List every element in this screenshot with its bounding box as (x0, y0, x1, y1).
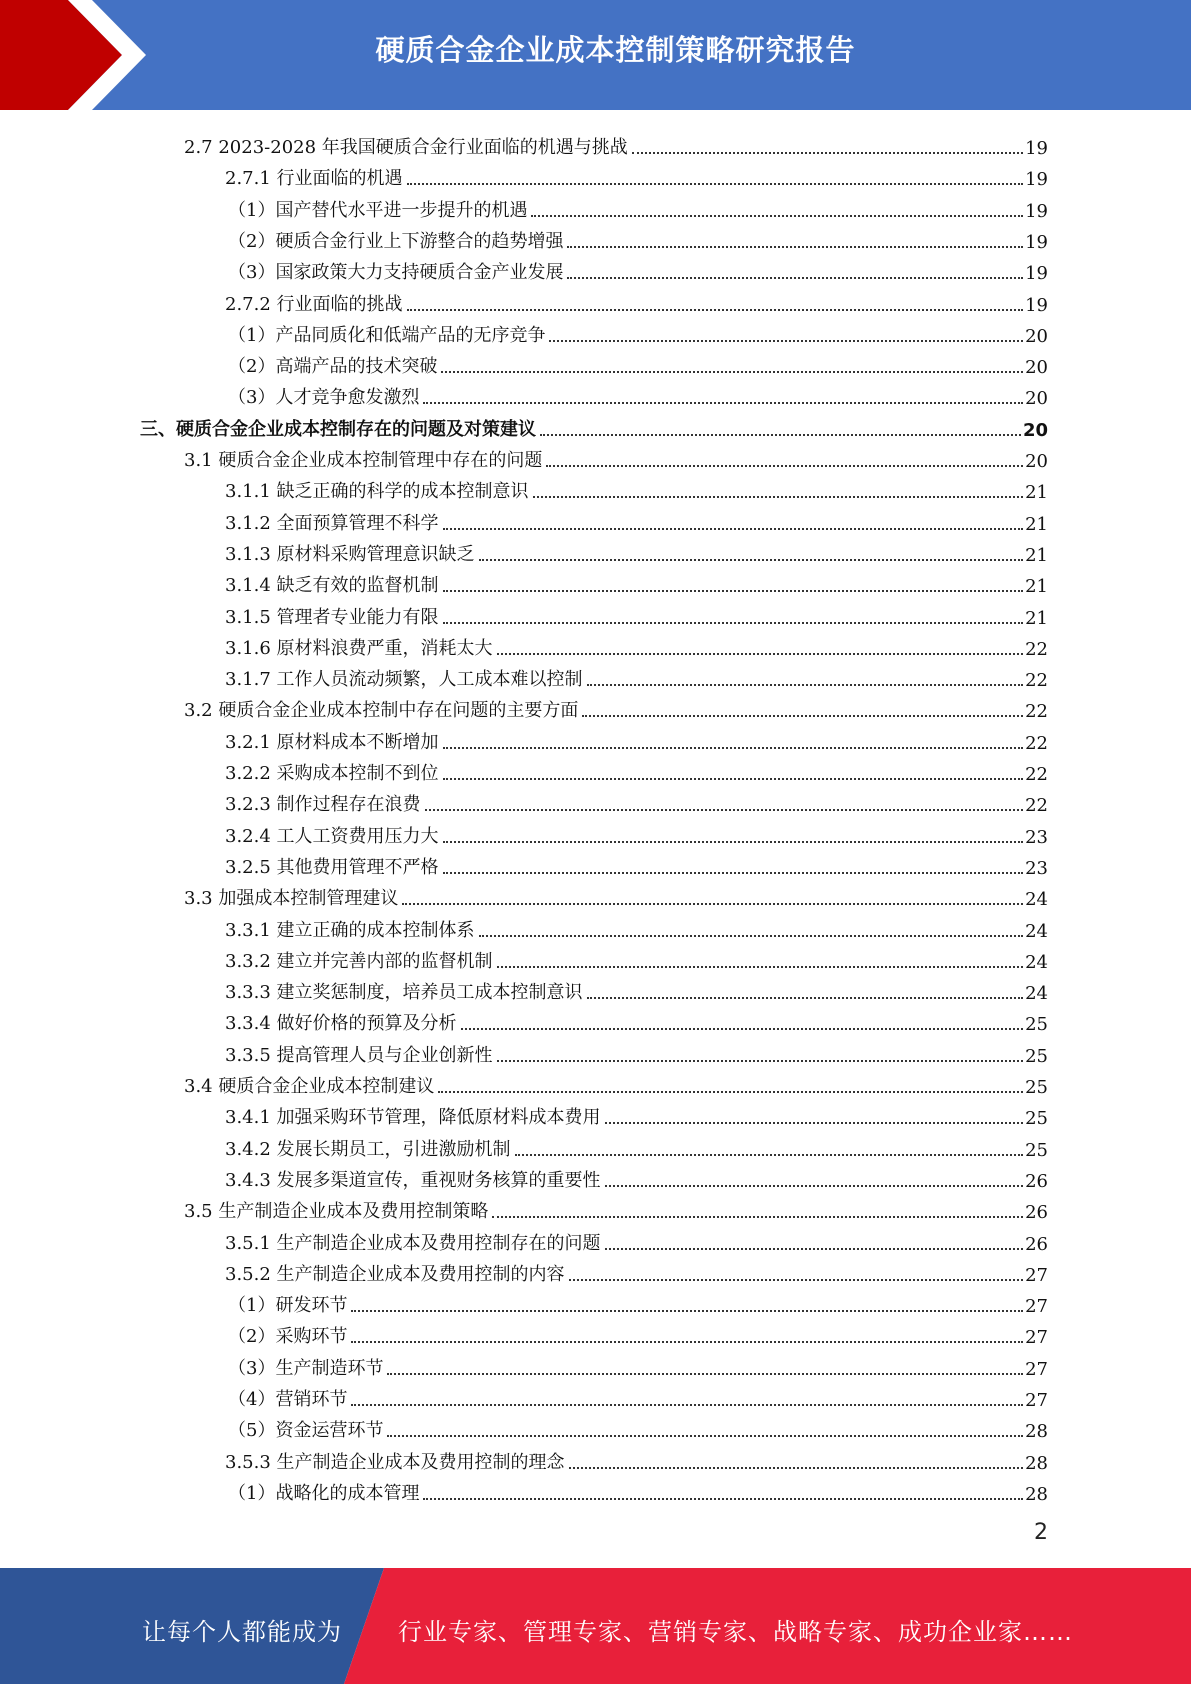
toc-entry[interactable] (225, 1130, 1048, 1161)
toc-entry-title: 3.1.2 全面预算管理不科学 (225, 512, 439, 534)
toc-entry-page: 26 (1025, 1233, 1048, 1255)
toc-entry-page: 28 (1025, 1452, 1048, 1474)
toc-leader-dots (632, 152, 1023, 154)
toc-entry-title: 3.4.2 发展长期员工，引进激励机制 (225, 1138, 511, 1160)
page-number: 2 (1034, 1520, 1048, 1545)
toc-entry[interactable] (184, 1192, 1048, 1223)
toc-entry[interactable] (225, 535, 1048, 566)
toc-entry[interactable] (225, 1443, 1048, 1474)
toc-entry[interactable] (225, 942, 1048, 973)
toc-entry[interactable] (228, 222, 1048, 253)
toc-entry[interactable] (184, 1067, 1048, 1098)
toc-leader-dots (387, 1373, 1023, 1375)
toc-entry-title: 3.1.6 原材料浪费严重，消耗太大 (225, 637, 493, 659)
toc-leader-dots (569, 1279, 1024, 1281)
toc-entry[interactable] (228, 191, 1048, 222)
toc-entry-title: 3.1.7 工作人员流动频繁，人工成本难以控制 (225, 669, 583, 691)
toc-entry-page: 25 (1025, 1108, 1048, 1130)
toc-leader-dots (423, 1498, 1023, 1500)
toc-entry-title: 3.4 硬质合金企业成本控制建议 (184, 1076, 435, 1097)
toc-entry[interactable] (184, 128, 1048, 159)
toc-leader-dots (531, 215, 1023, 217)
toc-entry-title: 3.5.2 生产制造企业成本及费用控制的内容 (225, 1263, 565, 1285)
toc-entry-title: 2.7 2023-2028 年我国硬质合金行业面临的机遇与挑战 (184, 137, 628, 158)
toc-leader-dots (587, 997, 1024, 999)
toc-entry[interactable] (225, 1255, 1048, 1286)
toc-entry[interactable] (184, 879, 1048, 910)
toc-entry-title: 3.3.4 做好价格的预算及分析 (225, 1013, 457, 1035)
toc-entry-page: 21 (1025, 576, 1048, 598)
toc-leader-dots (423, 402, 1023, 404)
toc-entry[interactable] (225, 629, 1048, 660)
toc-entry-page: 19 (1025, 138, 1048, 159)
toc-entry-title: 3.1.3 原材料采购管理意识缺乏 (225, 543, 475, 565)
toc-entry-page: 19 (1025, 231, 1048, 253)
toc-entry[interactable] (184, 441, 1048, 472)
toc-entry-title: 3.1.5 管理者专业能力有限 (225, 606, 439, 628)
toc-entry-page: 21 (1025, 544, 1048, 566)
toc-entry[interactable] (228, 1474, 1048, 1505)
toc-entry[interactable] (225, 911, 1048, 942)
toc-entry-title: 3.2.2 采购成本控制不到位 (225, 763, 439, 784)
toc-leader-dots (540, 434, 1021, 436)
toc-entry-title: （3）国家政策大力支持硬质合金产业发展 (228, 262, 564, 284)
toc-leader-dots (351, 1310, 1023, 1312)
toc-entry-title: （5）资金运营环节 (228, 1420, 384, 1442)
toc-entry-page: 20 (1025, 325, 1048, 347)
toc-leader-dots (497, 653, 1024, 655)
toc-leader-dots (533, 496, 1024, 498)
toc-entry-page: 27 (1025, 1358, 1048, 1380)
toc-entry-title: 2.7.2 行业面临的挑战 (225, 293, 403, 315)
toc-entry-page: 19 (1025, 294, 1048, 316)
toc-entry-page: 27 (1025, 1296, 1048, 1318)
toc-entry-page: 25 (1025, 1077, 1048, 1098)
toc-entry[interactable] (225, 1036, 1048, 1067)
toc-entry[interactable] (228, 316, 1048, 347)
toc-entry-title: 3.2.3 制作过程存在浪费 (225, 794, 421, 816)
toc-entry[interactable] (228, 1380, 1048, 1411)
toc-leader-dots (402, 903, 1023, 905)
toc-entry-page: 22 (1025, 670, 1048, 692)
toc-leader-dots (443, 747, 1024, 749)
toc-leader-dots (407, 309, 1024, 311)
toc-entry-page: 23 (1025, 826, 1048, 848)
toc-entry-page: 27 (1025, 1327, 1048, 1349)
toc-entry[interactable] (225, 504, 1048, 535)
toc-entry-title: （1）战略化的成本管理 (228, 1482, 420, 1504)
toc-entry[interactable] (228, 347, 1048, 378)
toc-entry-title: （4）营销环节 (228, 1389, 348, 1410)
toc-entry-page: 24 (1025, 889, 1048, 911)
toc-entry-page: 22 (1025, 638, 1048, 660)
toc-entry-title: 3.4.3 发展多渠道宣传，重视财务核算的重要性 (225, 1169, 601, 1191)
report-title: 硬质合金企业成本控制策略研究报告 (375, 33, 856, 67)
toc-entry-title: 2.7.1 行业面临的机遇 (225, 168, 403, 190)
page-header (0, 0, 1191, 110)
toc-leader-dots (567, 246, 1023, 248)
toc-entry-title: 3.3 加强成本控制管理建议 (184, 888, 399, 910)
toc-entry-page: 26 (1025, 1170, 1048, 1192)
toc-entry-title: （3）生产制造环节 (228, 1357, 384, 1379)
toc-entry-title: 3.4.1 加强采购环节管理，降低原材料成本费用 (225, 1107, 601, 1129)
toc-entry[interactable] (225, 660, 1048, 691)
toc-entry[interactable] (228, 378, 1048, 409)
toc-entry-title: 3.5.3 生产制造企业成本及费用控制的理念 (225, 1451, 565, 1473)
toc-entry[interactable] (228, 1349, 1048, 1380)
toc-entry-title: 3.2.4 工人工资费用压力大 (225, 825, 439, 847)
toc-entry-title: 3.3.2 建立并完善内部的监督机制 (225, 950, 493, 972)
toc-leader-dots (546, 465, 1023, 467)
toc-entry-title: 3.2 硬质合金企业成本控制中存在问题的主要方面 (184, 700, 579, 722)
toc-leader-dots (549, 340, 1023, 342)
footer-slogan-right: 行业专家、管理专家、营销专家、战略专家、成功企业家…… (398, 1618, 1073, 1646)
toc-leader-dots (479, 559, 1024, 561)
toc-entry-page: 23 (1025, 857, 1048, 879)
toc-entry[interactable] (225, 848, 1048, 879)
toc-entry[interactable] (225, 472, 1048, 503)
toc-entry-page: 19 (1025, 200, 1048, 222)
toc-leader-dots (443, 872, 1024, 874)
toc-entry[interactable] (225, 285, 1048, 316)
toc-entry[interactable] (140, 410, 1048, 441)
toc-entry-page: 22 (1025, 764, 1048, 785)
toc-entry-page: 28 (1025, 1483, 1048, 1505)
toc-entry-title: 3.5.1 生产制造企业成本及费用控制存在的问题 (225, 1232, 601, 1254)
toc-entry-title: 3.1 硬质合金企业成本控制管理中存在的问题 (184, 450, 543, 471)
toc-leader-dots (587, 684, 1024, 686)
toc-leader-dots (443, 841, 1024, 843)
toc-entry[interactable] (225, 566, 1048, 597)
toc-entry-page: 25 (1025, 1139, 1048, 1161)
footer-slogan-left: 让每个人都能成为 (142, 1618, 342, 1646)
toc-entry[interactable] (225, 1224, 1048, 1255)
toc-leader-dots (441, 371, 1023, 373)
toc-entry-title: （1）国产替代水平进一步提升的机遇 (228, 199, 528, 221)
toc-entry-page: 22 (1025, 701, 1048, 723)
toc-entry-title: 三、硬质合金企业成本控制存在的问题及对策建议 (140, 418, 536, 440)
toc-entry-title: （1）产品同质化和低端产品的无序竞争 (228, 324, 546, 346)
toc-entry-title: 3.3.3 建立奖惩制度，培养员工成本控制意识 (225, 982, 583, 1004)
toc-entry-title: 3.1.1 缺乏正确的科学的成本控制意识 (225, 481, 529, 503)
toc-entry-page: 20 (1022, 419, 1048, 441)
toc-leader-dots (497, 966, 1024, 968)
toc-entry-title: （3）人才竞争愈发激烈 (228, 387, 420, 409)
toc-entry[interactable] (225, 973, 1048, 1004)
toc-entry-page: 28 (1025, 1421, 1048, 1443)
toc-leader-dots (438, 1091, 1023, 1093)
toc-leader-dots (479, 935, 1024, 937)
toc-leader-dots (443, 622, 1024, 624)
toc-entry-page: 21 (1025, 513, 1048, 535)
toc-entry[interactable] (225, 785, 1048, 816)
toc-entry[interactable] (228, 1411, 1048, 1442)
toc-entry[interactable] (225, 159, 1048, 190)
toc-leader-dots (569, 1467, 1024, 1469)
toc-entry-title: 3.5 生产制造企业成本及费用控制策略 (184, 1201, 489, 1223)
toc-entry[interactable] (184, 691, 1048, 722)
toc-entry-page: 19 (1025, 169, 1048, 191)
toc-leader-dots (515, 1154, 1024, 1156)
page-footer (0, 1568, 1191, 1684)
toc-leader-dots (492, 1216, 1023, 1218)
toc-entry-page: 27 (1025, 1390, 1048, 1411)
toc-entry-title: 3.3.5 提高管理人员与企业创新性 (225, 1044, 493, 1066)
toc-leader-dots (407, 183, 1024, 185)
toc-entry-title: （2）硬质合金行业上下游整合的趋势增强 (228, 230, 564, 252)
toc-leader-dots (351, 1404, 1023, 1406)
toc-entry-page: 20 (1025, 451, 1048, 472)
toc-entry-page: 24 (1025, 951, 1048, 973)
toc-leader-dots (582, 715, 1023, 717)
toc-leader-dots (605, 1185, 1024, 1187)
toc-entry[interactable] (225, 1161, 1048, 1192)
toc-entry-page: 22 (1025, 732, 1048, 754)
toc-entry-page: 21 (1025, 607, 1048, 629)
toc-leader-dots (443, 778, 1024, 780)
toc-leader-dots (567, 277, 1023, 279)
toc-entry-title: 3.1.4 缺乏有效的监督机制 (225, 575, 439, 597)
toc-entry-title: （1）研发环节 (228, 1295, 348, 1317)
toc-entry-title: （2）采购环节 (228, 1326, 348, 1348)
toc-leader-dots (605, 1248, 1024, 1250)
toc-entry-page: 24 (1025, 983, 1048, 1005)
toc-entry[interactable] (228, 253, 1048, 284)
toc-leader-dots (443, 528, 1024, 530)
toc-leader-dots (425, 809, 1024, 811)
toc-leader-dots (497, 1060, 1024, 1062)
toc-entry-page: 24 (1025, 920, 1048, 942)
toc-leader-dots (461, 1028, 1024, 1030)
toc-entry-page: 26 (1025, 1202, 1048, 1224)
toc-leader-dots (351, 1341, 1023, 1343)
toc-leader-dots (605, 1122, 1024, 1124)
toc-entry-page: 25 (1025, 1045, 1048, 1067)
toc-entry[interactable] (225, 723, 1048, 754)
toc-entry-page: 20 (1025, 388, 1048, 410)
toc-entry-page: 21 (1025, 482, 1048, 504)
toc-entry[interactable] (225, 817, 1048, 848)
toc-entry-page: 25 (1025, 1014, 1048, 1036)
toc-leader-dots (387, 1435, 1023, 1437)
toc-entry[interactable] (225, 1098, 1048, 1129)
toc-entry[interactable] (225, 598, 1048, 629)
toc-entry-title: 3.3.1 建立正确的成本控制体系 (225, 919, 475, 941)
toc-entry-title: 3.2.5 其他费用管理不严格 (225, 856, 439, 878)
toc-entry[interactable] (225, 1004, 1048, 1035)
toc-entry[interactable] (228, 1317, 1048, 1348)
toc-entry-page: 22 (1025, 795, 1048, 817)
toc-entry-title: （2）高端产品的技术突破 (228, 356, 438, 378)
toc-leader-dots (443, 590, 1024, 592)
toc-entry-page: 20 (1025, 357, 1048, 379)
toc-entry[interactable] (225, 754, 1048, 785)
toc-entry[interactable] (228, 1286, 1048, 1317)
toc-entry-title: 3.2.1 原材料成本不断增加 (225, 731, 439, 753)
toc-entry-page: 27 (1025, 1264, 1048, 1286)
toc-entry-page: 19 (1025, 263, 1048, 285)
